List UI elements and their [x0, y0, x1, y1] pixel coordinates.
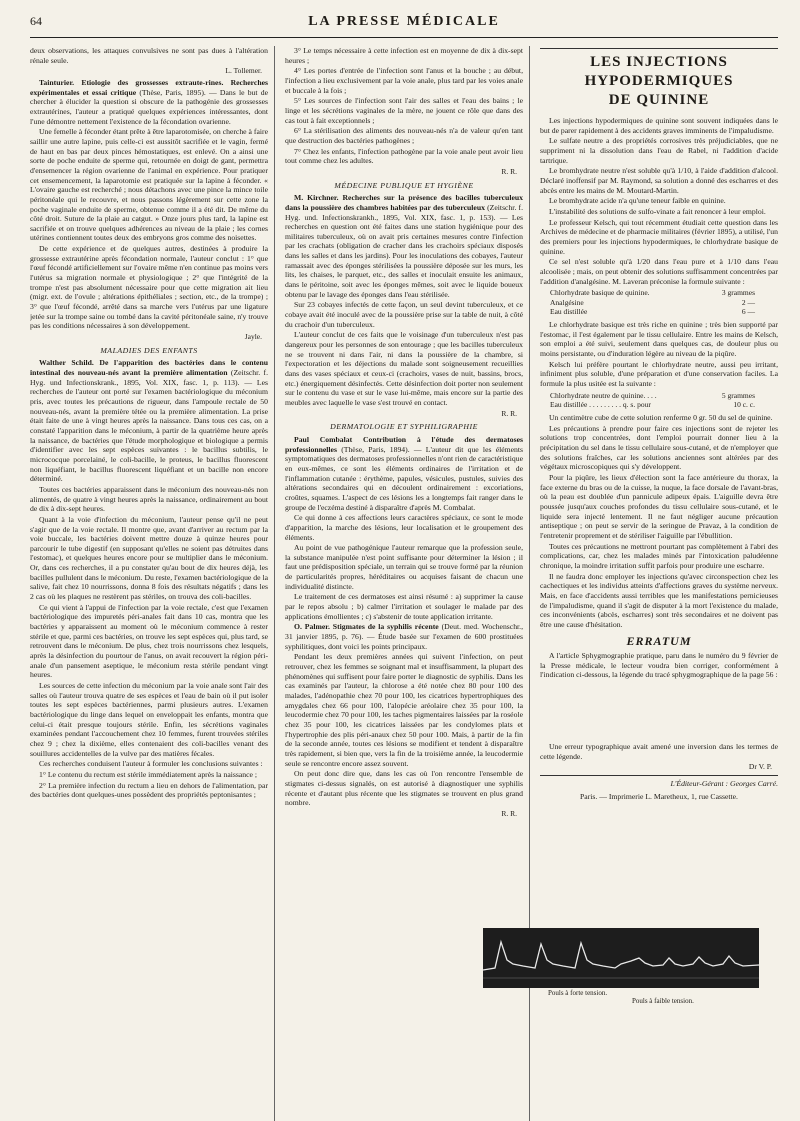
paragraph: Le bromhydrate acide n'a qu'une teneur faible en quinine. [549, 196, 726, 206]
page-number: 64 [30, 14, 42, 28]
printer-line: Paris. — Imprimerie L. Maretheux, 1, rue Cassette. [580, 791, 738, 801]
paragraph: Une erreur typographique avait amené une inversion dans les termes de cette légende. [540, 742, 778, 761]
article-combalat [285, 435, 523, 512]
paragraph: 3° Le temps nécessaire à cette infection est en moyenne de dix à dix-sept heures ; [285, 46, 523, 65]
running-head [30, 14, 778, 38]
paragraph: Les injections hypodermiques de quinine sont souvent indiquées dans le but de parer rapidement à des accidents graves imminents de l'impaludisme. [540, 116, 778, 135]
article-body: (Thèse, Paris, 1895). — Dans le but de chercher à élucider la question si obscure de la pathogénie des grossesses extrautérines, l'auteur a pratiqué quelques expériences intéressantes, dont l'une démontre nettement l'existence de la fécondation ovarienne. [30, 87, 269, 126]
ingredient: Chlorhydrate basique de quinine. [550, 288, 650, 298]
ingredient: Eau distillée . . . . . . . . . q. s. pour [550, 400, 651, 410]
formula-row [550, 391, 755, 401]
article-title: Recherches sur la présence des bacilles tuberculeux dans la poussière des chambres habitées par des tuberculeux [285, 193, 523, 212]
article-title: Stigmates de la syphilis récente [332, 622, 439, 632]
paragraph: Kelsch lui préfère pourtant le chlorhydrate neutre, aussi peu irritant, infiniment plus soluble, d'une préparation et d'une conservation faciles. La formule la plus usitée est la suivante : [540, 359, 778, 389]
paragraph: 4° Les portes d'entrée de l'infection sont l'anus et la bouche ; au début, l'infection a lieu exclusivement par la voie anale, plus tard par les voies anale et buccale à la fois ; [285, 66, 523, 95]
feature-title-line: DE QUININE [608, 92, 710, 108]
paragraph: L'instabilité des solutions de sulfo-vinate a fait renoncer à leur emploi. [549, 206, 766, 216]
article-kirchner [285, 193, 523, 299]
pulse-trace-icon [483, 928, 759, 988]
feature-title [540, 48, 778, 110]
article-author: Paul Combalat [294, 434, 353, 444]
paragraph: Ces recherches conduisent l'auteur à formuler les conclusions suivantes : [39, 759, 263, 769]
signature: Dr V. P. [748, 762, 772, 772]
formula-row [550, 288, 755, 298]
signature: R. R. [501, 808, 517, 818]
paragraph: Ce sel n'est soluble qu'à 1/20 dans l'eau pure et à 1/10 dans l'eau alcoolisée ; mais, on peut obtenir des solutions suffisamment concentrées par l'addition d'analgésine. M. Laveran préconise la formule suivante : [540, 257, 778, 286]
paragraph: On peut donc dire que, dans les cas où l'on rencontre l'ensemble de stigmates ci-dessus signalés, on est autorisé à diagnostiquer une syphilis récente et d'autant plus récente que les stigmates se trouvent en plus grand nombre. [285, 769, 523, 808]
article-title: De l'apparition des bactéries dans le contenu intestinal des nouveau-nés avant la première alimentation [30, 358, 269, 377]
paragraph: Le professeur Kelsch, qui tout récemment étudiait cette question dans les Archives de médecine et de pharmacie militaires (février 1895), a utilisé, l'un des premiers pour les injections hypodermiques, le chlorhydrate basique de quinine. [540, 217, 778, 256]
quantity: 10 c. c. [733, 400, 755, 410]
quantity: 5 grammes [721, 390, 755, 400]
article-author: Walther Schild. [39, 358, 94, 368]
article-title: Etiologie des grossesses extraute-rines. Recherches expérimentales et essai critique [30, 77, 269, 97]
formula-kelsch [550, 391, 778, 410]
paragraph: Le sulfate neutre a des propriétés corrosives très préjudiciables, que ne suppriment ni la dissolution dans l'eau de Rabel, ni l'addition d'acide tartrique. [540, 136, 778, 165]
article-schild [30, 358, 268, 484]
paragraph: 1° Le contenu du rectum est stérile immédiatement après la naissance ; [39, 769, 258, 779]
paragraph: 6° La stérilisation des aliments des nouveau-nés n'a de valeur qu'en tant que destruction des bactéries pathogènes ; [285, 126, 523, 145]
quantity: 3 grammes [721, 288, 755, 298]
ingredient: Chlorhydrate neutre de quinine. . . . [550, 390, 657, 400]
article-author: O. Palmer. [294, 622, 330, 632]
paragraph: Les précautions à prendre pour faire ces injections sont de rejeter les solutions trop concentrées, dont l'emploi pourrait donner lieu à la précipitation du sel dans le tissu cellulaire sous-cutané, et de n'employer que des solutions fraîches, car les solutions anciennes sont altérées par des végétaux microscopiques qui s'y développent. [540, 423, 778, 472]
signature: R. R. [501, 166, 517, 176]
paragraph: Ce qui donne à ces affections leurs caractères spéciaux, ce sont le mode d'apparition, la marche des lésions, leur localisation et le groupement des éléments. [285, 513, 523, 542]
editor-line: L'Éditeur-Gérant : Georges Carré. [540, 775, 778, 789]
signature: L. Tollemer. [225, 66, 262, 76]
paragraph: L'auteur conclut de ces faits que le voisinage d'un tuberculeux n'est pas dangereux pour les personnes de son entourage ; que les bacilles tuberculeux ne se trouvent ni dans l'air, ni dans la poussière de la chambre, si l'expectoration et les déjections du malade sont soigneusement recueillies dans des vases spéciaux et ceux-ci (crachoirs, vases de nuit, bassins, brocs, etc.) énergiquement désinfectés. Cette désinfection doit porter non seulement sur le contenu du vase et sur le vase lui-même, mais encore sur la partie des meubles avec laquelle le vase s'est trouvé en contact. [285, 330, 523, 407]
quantity: 2 — [741, 297, 755, 307]
formula-row [550, 298, 755, 308]
article-author: M. Kirchner. [294, 193, 339, 203]
article-title: Contribution à l'étude des dermatoses professionnelles [285, 434, 523, 454]
caption-strong-tension: Pouls à forte tension. [548, 989, 608, 997]
signature: R. R. [501, 408, 517, 418]
paragraph: A l'article Sphygmographie pratique, paru dans le numéro du 9 février de la Presse médicale, le lecteur voudra bien corriger, conformément à l'indication ci-dessous, la légende du tracé sphygmographique de la page 56 : [540, 651, 778, 680]
ingredient: Analgésine [550, 297, 584, 307]
paragraph: Le chlorhydrate basique est très riche en quinine ; très bien supporté par l'estomac, il l'est également par le tissu cellulaire. Entre les mains de Kelsch, son emploi a été suivi, seulement dans quelques cas, de douleur plus ou moins persistante, ou d'induration légère au niveau de la piqûre. [540, 320, 778, 359]
article-palmer [285, 622, 523, 651]
paragraph: Le bromhydrate neutre n'est soluble qu'à 1/10, à l'aide d'addition d'alcool. Déclaré inoffensif par M. Raymond, sa solution a donné des escharres et des abcès entre les mains de M. Moutard-Martin. [540, 166, 778, 195]
article-body: (Deut. med. Wochenschr., 31 janvier 1895, p. 76). — Étude basée sur l'examen de 600 prostituées syphilitiques, dont voici les points principaux. [285, 622, 524, 651]
paragraph: Toutes ces bactéries apparaissent dans le méconium des nouveau-nés non alimentés, de quatre à vingt heures après la naissance, ordinairement au bout de dix à dix-sept heures. [30, 484, 268, 514]
paragraph: Sur 23 cobayes infectés de cette façon, un seul devint tuberculeux, et ce cobaye avait été inoculé avec de la poussière prise sur la table de nuit, à côté du crachoir d'un tuberculeux. [285, 300, 523, 329]
sphygmograph-trace-image [483, 928, 759, 988]
paragraph: Les sources de cette infection du méconium par la voie anale sont l'air des salles où l'auteur trouva quatre de ses espèces et l'eau de bain où il put isoler toutes les sept espèces bactériennes, parmi plusieurs autres. L'examen bactériologique du linge dans lequel on enveloppait les enfants, montra que celui-ci était presque toujours stérile. Enfin, les sécrétions vaginales examinées pendant l'accouchement chez 10 femmes, furent trouvées stériles chez 9 ; chez la dixième, elles contenaient des coli-bacilles venant des souillures accidentelles de la vulve par des matières fécales. [30, 681, 268, 758]
paragraph: Toutes ces précautions ne mettront pourtant pas complètement à l'abri des complications, car, chez les malades minés par l'intoxication paludéenne chronique, la moindre irritation suffit parfois pour produire une escharre. [540, 541, 778, 570]
section-heading: DERMATOLOGIE ET SYPHILIGRAPHIE [330, 422, 478, 432]
signature: Jayle. [244, 332, 262, 342]
paragraph: Ce qui vient à l'appui de l'infection par la voie rectale, c'est que l'examen bactériologique des impuretés péri-anales fait dans 10 cas, montra que les bactéries y apparaissent au moment où le méconium commence à rester stérile et que, parmi ces bactéries, on trouve les sept espèces qui, plus tard, se retrouvent dans le méconium. De plus, chez trois nourrissons chez lesquels, après la désinfection du pourtour de l'anus, on avait recouvert la région péri-anale d'un pansement aseptique, le méconium resta stérile pendant vingt heures. [30, 602, 268, 680]
article-body: (Thèse, Paris, 1894). — L'auteur dit que les éléments symptomatiques des dermatoses professionnelles n'ont rien de caractéristique en eux-mêmes, ce sont les éléments ordinaires de l'irritation et de l'inflammation cutanée : érythème, papules, vésicules, pustules, suivies des altérations secondaires qui en découlent ordinairement : excoriations, croûtes, squames. L'aspect de ces lésions les a longtemps fait ranger dans le groupe de l'eczéma destiné à disparaître d'après M. Combalat. [285, 444, 524, 512]
article-body: (Zeitschr. f. Hyg. und Infectionskrank., 1895, Vol. XIX, fasc. 1, p. 113). — Les recherches de l'auteur ont porté sur l'examen bactériologique du méconium pris, avec toutes les précautions de rigueur, dans l'ampoule rectale de 50 nouveau-nés, avant la première tétée ou la première alimentation. La prise était faite de une à vingt heures après la naissance. Dans tous ces cas, on a constaté l'apparition dans le méconium, à partir de la quatrième heure après la naissance, de bactéries que l'étude morphologique et biologique a permis d'identifier avec les sept espèces suivantes : le bacillus subtilis, le micrococque porcelainé, le coli-bacille, le proteus, le bacillus fluorescent non liquéfiant, le bacillus fluorescent liquéfiant et un bacille non encore déterminé. [30, 368, 268, 484]
caption-weak-tension: Pouls à faible tension. [632, 997, 694, 1005]
formula-row [550, 307, 755, 317]
paragraph: Un centimètre cube de cette solution renferme 0 gr. 50 du sel de quinine. [549, 413, 773, 423]
ingredient: Eau distillée [550, 307, 588, 317]
article-tainturier [30, 78, 268, 126]
feature-title-line: LES INJECTIONS HYPODERMIQUES [584, 54, 734, 89]
paragraph: De cette expérience et de quelques autres, destinées à produire la grossesse extrautérine après fécondation normale, l'auteur conclut : 1° que l'œuf fécondé artificiellement sur l'ovaire même n'en continue pas moins vers l'utérus sa migration normale et physiologique ; 2° que l'intégrité de la trompe n'est pas absolument nécessaire pour que cette migration ait lieu (migr. ext. de l'ovule ; altérations épithéliales ; section, etc., de la trompe) ; 3° que l'œuf fécondé, arrêté dans sa marche vers l'utérus par une ligature jetée sur la trompe saine ou tombé dans la cavité péritonéale saine, n'y trouve pas les conditions nécessaires à son développement. [30, 244, 268, 331]
quantity: 6 — [741, 307, 755, 317]
paragraph: Pour la piqûre, les lieux d'élection sont la face antérieure du thorax, la face externe du bras ou de la cuisse, la nuque, la face dorsale de l'avant-bras, où la peau est doublée d'un pannicule adipeux épais. L'aiguille devra être poussée jusqu'aux couches profondes du tissu cellulaire sous-cutané, et le liquide sera injecté lentement. Il ne faut négliger aucune précaution antiseptique ; on peut se servir de la seringue de Pravaz, à la condition de l'entretenir proprement et de stériliser l'aiguille par l'ébullition. [540, 472, 778, 540]
column-left [30, 46, 275, 1121]
formula-laveran [550, 288, 778, 317]
paragraph: Pendant les deux premières années qui suivent l'infection, on peut retrouver, chez les femmes se soignant mal et insuffisamment, la plupart des phénomènes qui suffisent pour faire porter le diagnostic de syphilis. Dans les cas examinés par l'auteur, la chlorose a été notée chez 80 pour 100 des malades, l'adénopathie chez 70 pour 100, les cicatrices hypertrophiques des amygdales chez 66 pour 100, l'alopécie aréolaire chez 35 pour 100, la leucodermie chez 70 pour 100, les taches pigmentaires laissées par la roséole chez 35 pour 100, les cicatrices laissées par les condylomes plats et l'hypertrophie des plis péri-anaux chez 50 pour 100. Mais, à partir de la fin de la seconde année, toutes ces lésions se modifient et tendent à disparaître très rapidement, si bien que, vers la fin de la troisième année, la leucodermie seule se rencontre encore assez souvent. [285, 652, 523, 768]
paragraph: 2° La première infection du rectum a lieu en dehors de l'alimentation, par des bactéries dont quelques-unes possèdent des propriétés peptonisantes ; [30, 780, 268, 800]
paragraph: deux observations, les attaques convulsives ne sont pas dues à l'altération rénale seule. [30, 46, 268, 65]
paragraph: Le traitement de ces dermatoses est ainsi résumé : a) supprimer la cause par le repos absolu ; b) calmer l'irritation et soulager le malade par des applications émollientes ; c) s'abstenir de toute application irritante. [285, 592, 523, 621]
journal-title: LA PRESSE MÉDICALE [308, 14, 500, 29]
paragraph: 7° Chez les enfants, l'infection pathogène par la voie anale peut avoir lieu tout comme chez les adultes. [285, 146, 523, 166]
section-heading: MALADIES DES ENFANTS [100, 345, 198, 355]
paragraph: Une femelle à féconder étant prête à être laparotomisée, on cherche à faire saillir une autre lapine, puis celle-ci est aussitôt sacrifiée et le vagin, fermé de haut en bas par deux pinces hémostatiques, est enlevé. On a ainsi une sorte de poche enduite de sperme qui, retournée en doigt de gant, permettra d'ensemencer la région ovarienne de l'animal en expérience. Pour pratiquer cet ensemencement, la laparotomie est pratiquée sur la lapine à féconder. « L'ovaire gauche est recherché ; nous détachons avec une pince la mince toile péritonéale qui le recouvre, et nous passons légèrement sur cette zone la poche vaginale enduite de sperme, obtenue comme il a été dit. De même du côté droit. Suture de la plaie au catgut. » Onze jours plus tard, la lapine est sacrifiée et on trouve quelques adhérences au niveau de la plaie ; les cornes utérines contiennent toutes deux des embryons gros comme des noisettes. [30, 127, 268, 243]
article-body: (Zeitschr. f. Hyg. und. Infectionskrankh., 1895, Vol. XIX, fasc. 1, p. 153). — Les recherches en question ont été faites dans une station hygiénique pour des militaires tuberculeux, où on avait pris certaines mesures contre l'infection par les crachats (obligation de cracher dans les crachoirs spéciaux disposés dans les salles et dans les jardins). Pour les inoculations des cobayes, l'auteur ramassait avec des éponges stérilisées la poussière déposée sur les murs, les lits, les chaises, le parquet, etc., des salles et inoculait ensuite les animaux, dans le péritoine, soit avec les éponges mêmes, soit avec le liquide boueux obtenu par le lavage des éponges dans l'eau stérilisée. [285, 202, 524, 299]
paragraph: 5° Les sources de l'infection sont l'air des salles et l'eau des bains ; le linge et les sécrétions vaginales de la mère, ne jouent ce rôle que dans des cas tout à fait exceptionnels ; [285, 96, 523, 125]
section-heading: MÉDECINE PUBLIQUE ET HYGIÈNE [334, 180, 474, 190]
erratum-heading: ERRATUM [626, 634, 692, 649]
formula-row [550, 400, 755, 410]
paragraph: Quant à la voie d'infection du méconium, l'auteur pense qu'il ne peut s'agir que de la voie rectale. Il montre que, avant d'arriver au rectum par la voie buccale, les bactéries doivent mettre douze à quinze heures pour parcourir le tube digestif (en supposant qu'elles ne soient pas détruites dans l'estomac), et quelques heures encore pour se multiplier dans le méconium. Or, dans ces recherches, il a pu constater qu'au bout de dix heures déjà, les bacilles pullulent dans le méconium. Du reste, l'examen bactériologique de la salive, fait chez 10 nourrissons, donna 8 fois des résultats négatifs ; dans les 2 cas où les plaques ne restèrent pas stériles, on trouva des coli-bacilles. [30, 514, 268, 602]
paragraph: Il ne faudra donc employer les injections qu'avec circonspection chez les cachectiques et les individus atteints d'affections graves du système nerveux. Mais, en face d'accidents aussi terribles que les manifestations pernicieuses de l'impaludisme, quand il s'agit de disputer à la mort l'existence du malade, ces inconvénients (abcès, escharres) sont très secondaires et ne doivent pas être une cause d'hésitation. [540, 571, 778, 629]
paragraph: Au point de vue pathogénique l'auteur remarque que la profession seule, la substance manipulée n'est point suffisante pour déterminer la lésion ; il faut une prédisposition spéciale, un terrain qui se trouve formé par la réunion de particularités propres, héréditaires ou acquises faisant de chacun une individualité distincte. [285, 543, 523, 591]
article-author: Tainturier. [39, 77, 75, 87]
